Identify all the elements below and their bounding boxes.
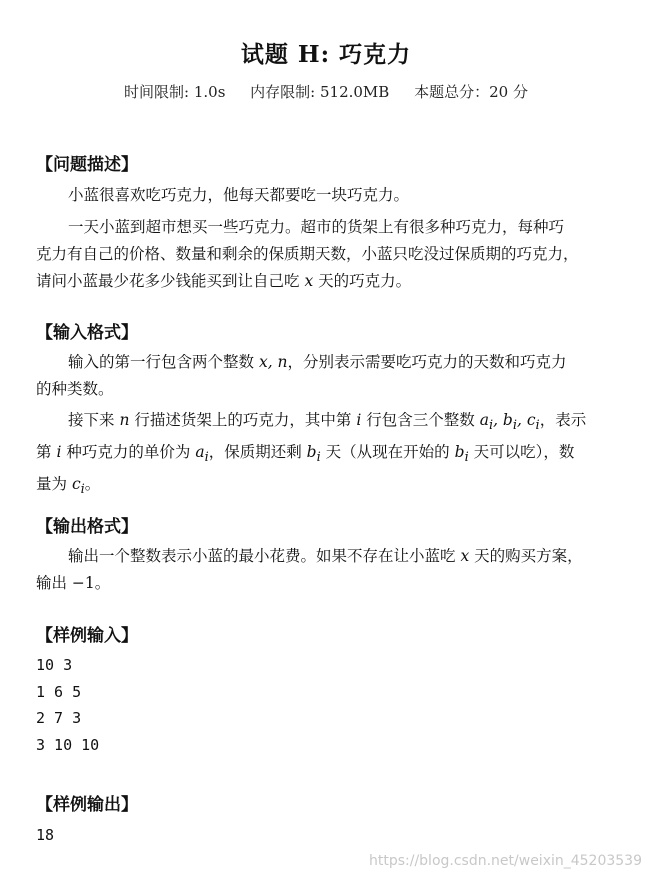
math-abc: $a_i$, $b_i$, $c_i$: [479, 411, 540, 434]
math-var: x: [304, 272, 314, 290]
memory-limit: 内存限制: 512.0MB: [250, 83, 390, 101]
text: 一天小蓝到超市想买一些巧克力。超市的货架上有很多种巧克力，每种巧: [68, 218, 565, 236]
time-limit: 时间限制: 1.0s: [124, 83, 226, 101]
text: 天（从现在开始的: [325, 443, 450, 462]
a-var: a: [195, 443, 205, 462]
sample-output-block: [36, 822, 54, 849]
text: 的种类数。: [36, 380, 114, 398]
text: 输入的第一行包含两个整数: [68, 353, 255, 371]
math-var: $c_i$: [71, 475, 85, 498]
text: 行描述货架上的巧克力，其中第: [134, 411, 352, 429]
text: 第: [36, 443, 52, 462]
text: ，表示: [539, 411, 587, 429]
output-paragraph-1: [36, 543, 616, 597]
text: 输出 −1。: [36, 574, 111, 592]
problem-title: 试题 H: 巧克力: [240, 41, 412, 68]
problem-meta: [0, 81, 652, 102]
sample-input-block: [36, 652, 99, 758]
text: 量为: [36, 475, 68, 494]
section-heading-input: 【输入格式】: [36, 323, 138, 343]
description-paragraph-1: [36, 182, 616, 209]
math-var: x, n: [258, 353, 288, 371]
sample-input-line: 2 7 3: [36, 709, 82, 727]
text: 。: [84, 475, 101, 494]
section-heading-sample-input: 【样例输入】: [36, 626, 138, 646]
text: 请问小蓝最少花多少钱能买到让自己吃: [36, 272, 300, 290]
b-var: b: [306, 443, 317, 462]
text: 种巧克力的单价为: [66, 443, 191, 462]
sample-input-line: 1 6 5: [36, 682, 82, 701]
sample-input-line: 3 10 10: [36, 735, 100, 754]
a-var: a: [479, 411, 489, 429]
sample-input-line: 10 3: [36, 656, 73, 674]
section-heading-description: 【问题描述】: [36, 155, 138, 175]
text: ，分别表示需要吃巧克力的天数和巧克力: [287, 353, 567, 371]
text: 天可以吃），数: [473, 443, 575, 462]
text: 小蓝很喜欢吃巧克力，他每天都要吃一块巧克力。: [68, 186, 410, 204]
math-var: i: [56, 443, 62, 462]
sample-output-line: 18: [36, 826, 55, 844]
description-paragraph-2: [36, 214, 616, 295]
text: 输出一个整数表示小蓝的最小花费。如果不存在让小蓝吃: [68, 547, 456, 565]
input-paragraph-2: [36, 407, 616, 503]
text: 天的购买方案，: [474, 547, 583, 565]
b-var: b: [454, 443, 465, 462]
text: 天的巧克力。: [318, 272, 412, 290]
total-score: 本题总分：20 分: [414, 83, 528, 101]
input-paragraph-1: [36, 349, 616, 403]
text: ，保质期还剩: [208, 443, 302, 462]
text: 行包含三个整数: [366, 411, 475, 429]
section-heading-output: 【输出格式】: [36, 517, 138, 537]
math-var: $b_i$: [454, 443, 469, 466]
c-var: c: [71, 475, 81, 494]
text: 克力有自己的价格、数量和剩余的保质期天数，小蓝只吃没过保质期的巧克力，: [36, 245, 579, 263]
math-var: $a_i$: [195, 443, 209, 466]
math-var: x: [460, 547, 470, 565]
section-heading-sample-output: 【样例输出】: [36, 795, 138, 815]
text: 接下来: [68, 411, 115, 429]
math-var: i: [356, 411, 362, 429]
math-var: n: [119, 411, 130, 429]
math-var: $b_i$: [306, 443, 321, 466]
watermark: https://blog.csdn.net/weixin_45203539: [368, 853, 642, 869]
